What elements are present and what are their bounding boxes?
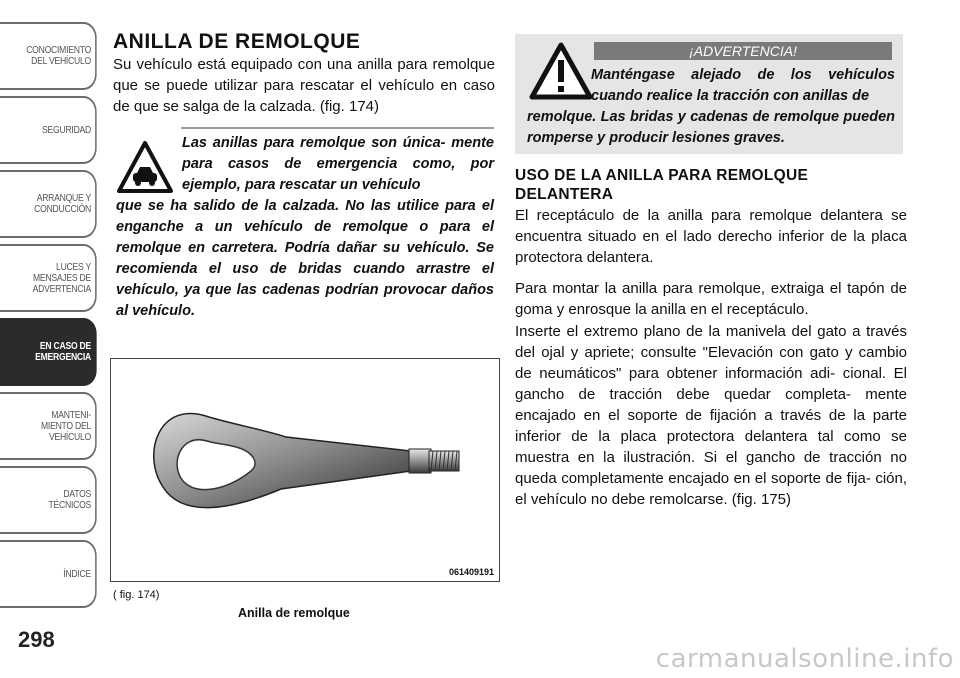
figure-label: ( fig. 174) — [113, 589, 160, 601]
tow-hook-image — [111, 359, 498, 580]
paragraph-inserte: Inserte el extremo plano de la manivela del gato a través del ojal y apriete; consulte "Elevación con gato y cambio de neumáticos" para obtener información adi- cional. El gancho de tracción debe quedar completa- mente encajado en el soporte de fijación a través de la parte inferior de la placa protectora delantera tal como se muestra en la ilustración. Si el gancho de tracción no queda completamente encajado en el soporte de fija- ción, el vehículo no debe remolcarse. (fig. 175) — [515, 323, 907, 508]
figure-tow-hook — [110, 358, 500, 582]
section-title-uso: USO DE LA ANILLA PARA REMOLQUE DELANTERA — [515, 167, 809, 203]
caution-note — [116, 127, 494, 322]
section-title-anilla: ANILLA DE REMOLQUE — [113, 30, 361, 53]
page-number: 298 — [18, 627, 55, 652]
sidebar-tab-mantenimiento[interactable]: MANTENI- MIENTO DEL VEHÍCULO — [0, 392, 97, 460]
sidebar-tab-conocimiento[interactable]: CONOCIMIENTO DEL VEHÍCULO — [0, 22, 97, 90]
sidebar-tab-emergencia[interactable]: EN CASO DE EMERGENCIA — [0, 318, 97, 386]
car-caution-icon — [116, 139, 174, 195]
sidebar-tab-indice[interactable]: ÍNDICE — [0, 540, 97, 608]
chapter-sidebar — [0, 22, 97, 614]
figure-code: 061409191 — [448, 567, 494, 577]
sidebar-tab-arranque[interactable]: ARRANQUE Y CONDUCCIÓN — [0, 170, 97, 238]
sidebar-tab-seguridad[interactable]: SEGURIDAD — [0, 96, 97, 164]
warning-text-rest: remolque. Las bridas y cadenas de remolque pueden romperse y producir lesiones graves. — [527, 109, 895, 146]
watermark: carmanualsonline.info — [655, 644, 954, 674]
intro-paragraph: Su vehículo está equipado con una anilla para remolque que se puede utilizar para rescatar el vehículo en caso de que se salga de la calzada. (fig. 174) — [113, 56, 495, 115]
figure-caption: Anilla de remolque — [238, 606, 350, 620]
warning-box — [515, 34, 903, 154]
caution-text-rest: que se ha salido de la calzada. No las utilice para el enganche a un vehículo de remolque o para el remolque en carretera. Podría dañar su vehículo. Se recomienda el uso de bridas cuando arrastre el vehículo, ya que las cadenas podrían provocar daños al vehículo. — [116, 198, 494, 319]
sidebar-tab-datos[interactable]: DATOS TÉCNICOS — [0, 466, 97, 534]
sidebar-tab-luces[interactable]: LUCES Y MENSAJES DE ADVERTENCIA — [0, 244, 97, 312]
paragraph-receptaculo: El receptáculo de la anilla para remolque delantera se encuentra situado en el lado derecho inferior de la placa protectora delantera. — [515, 207, 907, 266]
caution-text-first: Las anillas para remolque son única- mente para casos de emergencia como, por ejemplo, para rescatar un vehículo — [182, 135, 494, 193]
paragraph-montar: Para montar la anilla para remolque, extraiga el tapón de goma y enrosque la anilla en el receptáculo. — [515, 280, 907, 318]
warning-title: ¡ADVERTENCIA! — [594, 42, 892, 60]
warning-text-first: Manténgase alejado de los vehículos cuando realice la tracción con anillas de — [591, 67, 895, 104]
caution-rule — [181, 127, 494, 129]
